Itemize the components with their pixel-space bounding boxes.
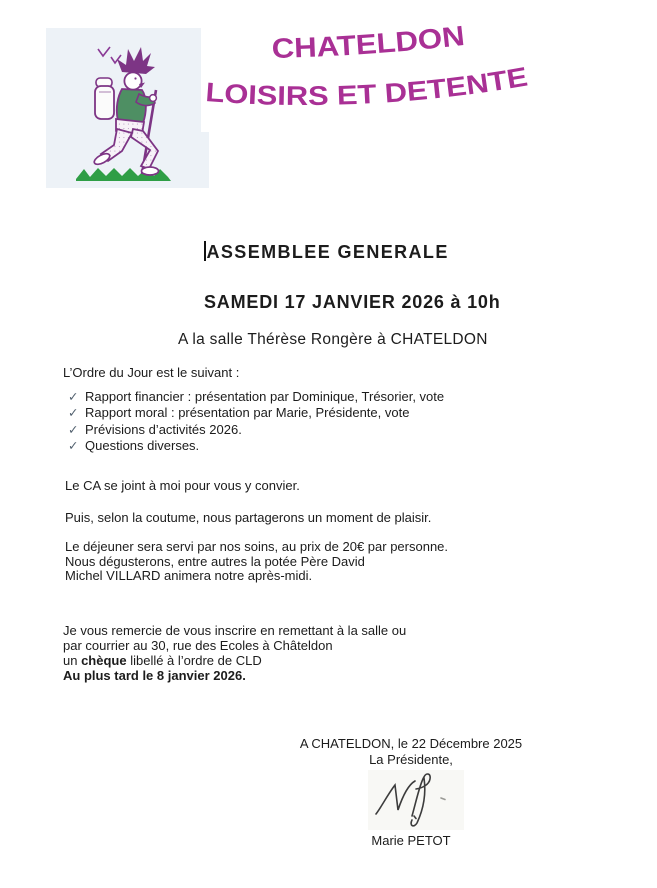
hand-shape	[150, 95, 157, 102]
paragraph-convier: Le CA se joint à moi pour vous y convier.	[65, 478, 300, 493]
check-icon: ✓	[68, 406, 79, 421]
closing-block	[271, 736, 551, 849]
signature	[368, 770, 464, 830]
main-title-text: ASSEMBLEE GENERALE	[206, 242, 449, 262]
venue-line: A la salle Thérèse Rongère à CHATELDON	[178, 331, 488, 348]
paragraph-line: Michel VILLARD animera notre après-midi.	[65, 568, 313, 584]
paragraph-coutume: Puis, selon la coutume, nous partagerons un moment de plaisir.	[65, 510, 432, 525]
logo-box-edge	[201, 132, 209, 188]
agenda-item	[68, 438, 444, 454]
cheque-bold-word: chèque	[81, 653, 127, 669]
paragraph-line: Nous dégusterons, entre autres la potée Père David	[65, 553, 365, 569]
agenda-list	[68, 389, 444, 454]
paragraph-line: Je vous remercie de vous inscrire en remettant à la salle ou	[63, 623, 407, 638]
line-prefix: un	[63, 653, 82, 669]
check-icon: ✓	[68, 422, 79, 437]
pants-front-leg	[131, 129, 158, 169]
brand-line2: LOISIRS ET DETENTE	[204, 62, 528, 112]
agenda-item-text: Questions diverses.	[85, 437, 200, 453]
hiker-walking-icon	[46, 28, 201, 188]
check-icon: ✓	[68, 438, 79, 453]
check-icon: ✓	[68, 390, 79, 404]
date-title: SAMEDI 17 JANVIER 2026 à 10h	[204, 292, 501, 312]
main-title	[204, 241, 449, 263]
place-date-line: A CHATELDON, le 22 Décembre 2025	[299, 736, 523, 751]
sweater-shape	[117, 89, 146, 123]
association-logo	[46, 28, 201, 188]
signer-name: Marie PETOT	[371, 833, 451, 848]
brand-wordart	[200, 20, 545, 114]
agenda-item	[68, 405, 444, 421]
paragraph-line: Le déjeuner sera servi par nos soins, au prix de 20€ par personne.	[65, 539, 449, 554]
shoe-front	[142, 167, 159, 175]
paragraph-inscription	[63, 623, 406, 683]
role-line: La Présidente,	[369, 751, 453, 767]
deadline-line: Au plus tard le 8 janvier 2026.	[63, 668, 246, 684]
agenda-item-text: Prévisions d’activités 2026.	[85, 421, 242, 437]
shoe-back	[93, 151, 112, 166]
birds-icon	[98, 47, 121, 63]
paragraph-line: par courrier au 30, rue des Ecoles à Châteldon	[63, 638, 333, 654]
agenda-item-text: Rapport financier : présentation par Dominique, Trésorier, vote	[85, 389, 445, 404]
brand-line1: CHATELDON	[271, 20, 464, 65]
paragraph-line	[63, 653, 406, 668]
backpack-shape	[95, 86, 114, 119]
paragraph-dejeuner	[65, 540, 448, 584]
signature-scribble-icon	[368, 770, 464, 830]
text-cursor	[204, 241, 206, 261]
head-shape	[124, 72, 141, 89]
agenda-item	[68, 389, 444, 405]
agenda-intro: L’Ordre du Jour est le suivant :	[63, 365, 240, 380]
hair-shape	[117, 47, 155, 74]
agenda-item	[68, 422, 444, 438]
agenda-item-text: Rapport moral : présentation par Marie, Présidente, vote	[85, 405, 410, 421]
line-suffix: libellé à l’ordre de CLD	[126, 653, 262, 669]
